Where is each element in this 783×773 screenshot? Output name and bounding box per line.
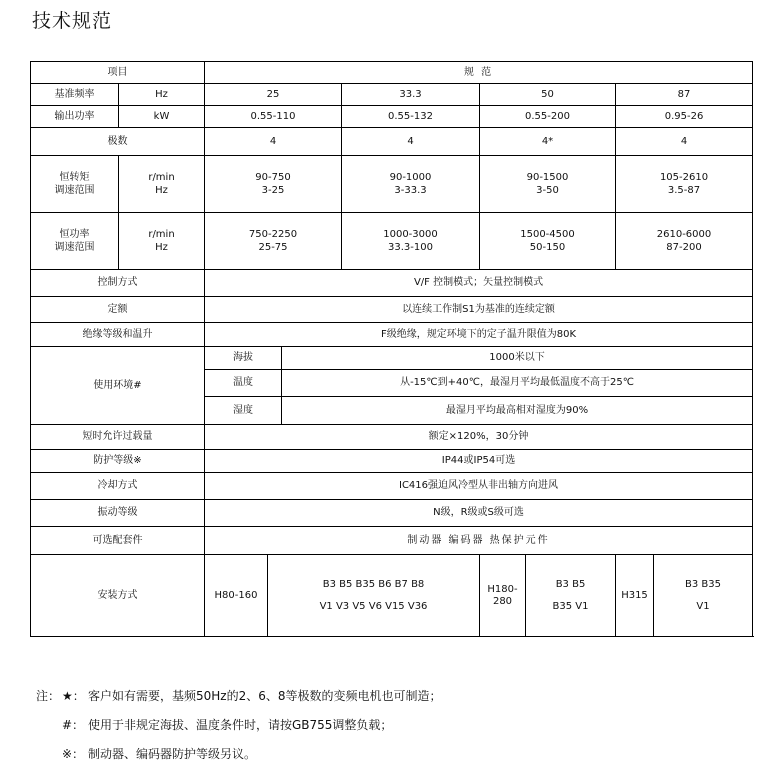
table-cell: 33.3-100 [388, 242, 433, 253]
mount-types: V1 [696, 600, 710, 612]
options-value: 制动器 编码器 热保护元件 [205, 527, 753, 555]
table-row [31, 473, 753, 500]
table-cell: 50-150 [529, 242, 566, 253]
mount-types: B35 V1 [552, 600, 589, 612]
rating-label: 定额 [31, 297, 205, 323]
hash-symbol: #： [62, 718, 85, 732]
protection-value: IP44或IP54可选 [205, 450, 753, 473]
humidity-key: 湿度 [205, 397, 282, 425]
vibration-label: 振动等级 [31, 500, 205, 527]
speed-range-label: 调速范围 [54, 242, 95, 253]
table-cell: 25 [205, 84, 342, 106]
protection-label: 防护等级※ [31, 450, 205, 473]
cooling-label: 冷却方式 [31, 473, 205, 500]
mount-frame-2: H180-280 [480, 555, 526, 637]
vibration-value: N级，R级或S级可选 [205, 500, 753, 527]
table-cell: 4* [480, 128, 616, 156]
mount-frame-3: H315 [616, 555, 654, 637]
table-cell: 1000-3000 [383, 228, 438, 240]
footnotes [36, 682, 442, 769]
insulation-label: 绝缘等级和温升 [31, 323, 205, 347]
control-label: 控制方式 [31, 270, 205, 297]
table-cell: 25-75 [258, 242, 288, 253]
rating-value: 以连续工作制S1为基准的连续定额 [205, 297, 753, 323]
note-text: 使用于非规定海拔、温度条件时，请按GB755调整负载； [88, 718, 393, 732]
table-cell: 3.5-87 [667, 185, 701, 196]
unit: Hz [155, 185, 168, 196]
table-cell: 50 [480, 84, 616, 106]
header-item: 项目 [31, 62, 205, 84]
table-cell: 0.95-26 [616, 106, 753, 128]
altitude-key: 海拔 [205, 347, 282, 370]
const-power-label: 恒功率 [59, 228, 90, 240]
table-row [31, 347, 753, 370]
table-cell: 2610-6000 [656, 228, 712, 240]
table-row [31, 297, 753, 323]
output-power-label: 输出功率 [31, 106, 119, 128]
unit: Hz [155, 242, 168, 253]
const-torque-label: 恒转矩 [59, 171, 90, 183]
table-row [31, 500, 753, 527]
table-row [31, 555, 753, 637]
control-value: V/F 控制模式；矢量控制模式 [205, 270, 753, 297]
table-cell: 750-2250 [248, 228, 298, 240]
table-cell: 87-200 [666, 242, 702, 253]
table-cell: 4 [342, 128, 480, 156]
table-row [31, 213, 753, 270]
table-row [31, 450, 753, 473]
table-cell: 3-33.3 [394, 185, 427, 196]
table-cell: 105-2610 [659, 171, 709, 183]
table-cell: 90-1500 [526, 171, 569, 183]
table-row [31, 106, 753, 128]
table-row [31, 128, 753, 156]
output-power-unit: kW [119, 106, 205, 128]
base-freq-label: 基准频率 [31, 84, 119, 106]
table-cell: 0.55-132 [342, 106, 480, 128]
table-cell: 1500-4500 [520, 228, 575, 240]
unit: r/min [148, 228, 175, 240]
insulation-value: F级绝缘，规定环境下的定子温升限值为80K [205, 323, 753, 347]
table-row [31, 323, 753, 347]
table-cell: 90-1000 [389, 171, 432, 183]
table-cell: 4 [616, 128, 753, 156]
mount-types: V1 V3 V5 V6 V15 V36 [319, 600, 428, 612]
mounting-label: 安装方式 [31, 555, 205, 637]
table-cell: 0.55-110 [205, 106, 342, 128]
table-cell: 87 [616, 84, 753, 106]
header-spec: 规 范 [205, 62, 753, 84]
mount-types: B3 B5 B35 B6 B7 B8 [322, 579, 425, 590]
mount-frame-1: H80-160 [205, 555, 268, 637]
page-title: 技术规范 [32, 10, 113, 32]
cooling-value: IC416强迫风冷型从非出轴方向进风 [205, 473, 753, 500]
base-freq-unit: Hz [119, 84, 205, 106]
table-cell: 4 [205, 128, 342, 156]
spec-table [30, 61, 753, 637]
star-symbol: ★： [62, 689, 85, 703]
table-row [31, 527, 753, 555]
table-cell: 3-25 [261, 185, 285, 196]
table-header-row [31, 62, 753, 84]
note-text: 制动器、编码器防护等级另议。 [88, 747, 257, 761]
reference-symbol: ※： [62, 747, 85, 761]
overload-value: 额定×120%，30分钟 [205, 425, 753, 450]
environment-label: 使用环境# [31, 347, 205, 425]
table-row [31, 270, 753, 297]
mount-types: B3 B5 [555, 579, 586, 590]
overload-label: 短时允许过载量 [31, 425, 205, 450]
note-lead: 注： [36, 689, 61, 703]
altitude-value: 1000米以下 [282, 347, 753, 370]
options-label: 可选配套件 [31, 527, 205, 555]
temperature-key: 温度 [205, 370, 282, 397]
table-cell: 3-50 [536, 185, 559, 196]
speed-range-label: 调速范围 [54, 185, 95, 196]
table-row [31, 156, 753, 213]
table-cell: 90-750 [255, 171, 291, 183]
humidity-value: 最湿月平均最高相对湿度为90% [282, 397, 753, 425]
unit: r/min [148, 171, 175, 183]
note-text: 客户如有需要，基频50Hz的2、6、8等极数的变频电机也可制造； [88, 689, 442, 703]
poles-label: 极数 [31, 128, 205, 156]
table-cell: 0.55-200 [480, 106, 616, 128]
table-row [31, 84, 753, 106]
table-row [31, 425, 753, 450]
table-cell: 33.3 [342, 84, 480, 106]
temperature-value: 从-15℃到+40℃，最湿月平均最低温度不高于25℃ [282, 370, 753, 397]
mount-types: B3 B35 [685, 579, 722, 590]
